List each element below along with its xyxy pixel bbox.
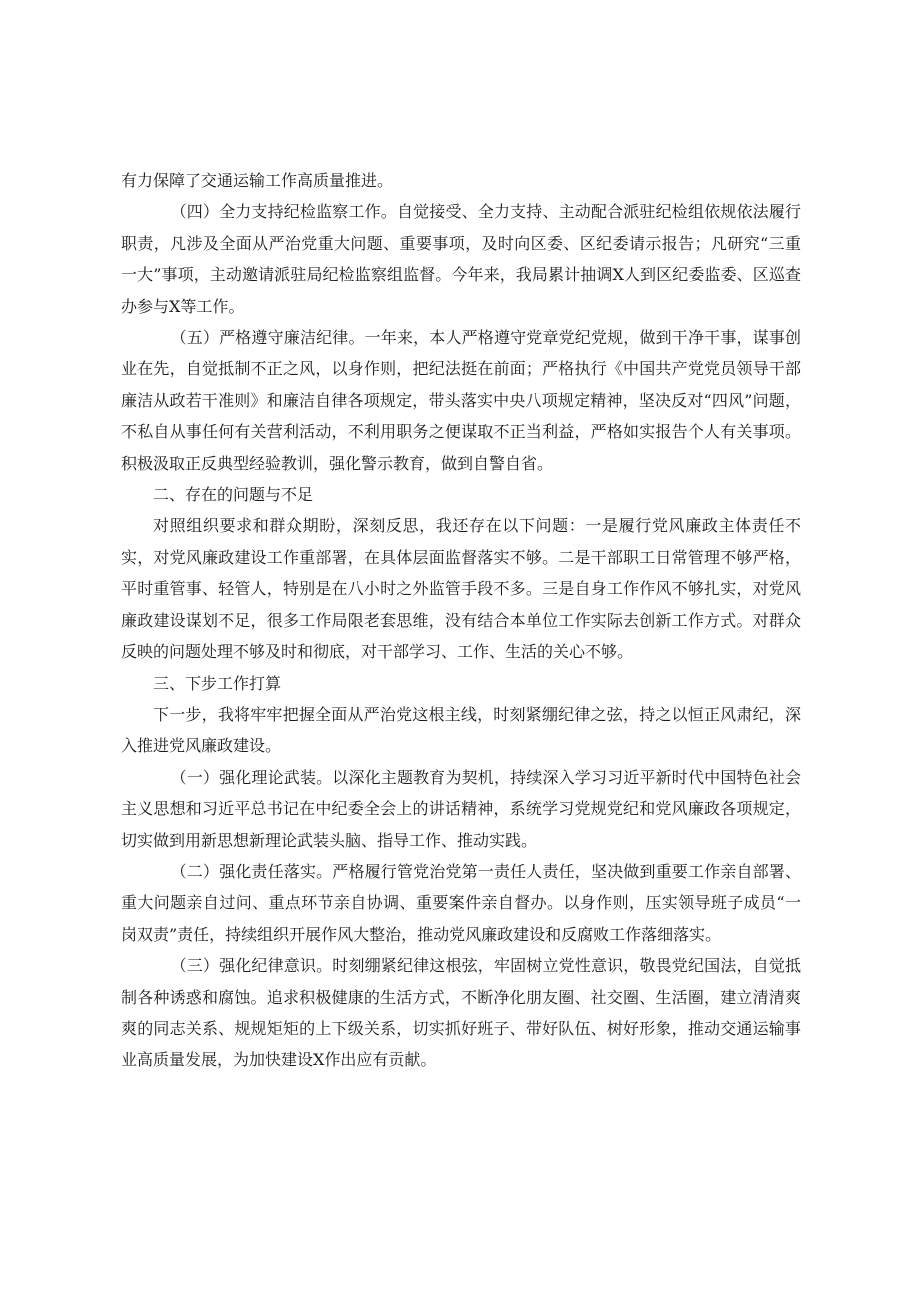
paragraph-discipline-awareness: （三）强化纪律意识。时刻绷紧纪律这根弦，牢固树立党性意识，敬畏党纪国法，自觉抵制各种诱惑和腐蚀。追求积极健康的生活方式，不断净化朋友圈、社交圈、生活圈，建立清清爽爽的同志关系、规规矩矩的上下级关系，切实抓好班子、带好队伍、树好形象，推动交通运输事业高质量发展，为加快建设X作出应有贡献。 — [121, 956, 801, 1070]
section-heading-next-steps: 三、下步工作打算 — [153, 673, 282, 693]
section-heading-problems: 二、存在的问题与不足 — [153, 485, 314, 505]
paragraph-discipline-support: （四）全力支持纪检监察工作。自觉接受、全力支持、主动配合派驻纪检组依规依法履行职责，凡涉及全面从严治党重大问题、重要事项，及时向区委、区纪委请示报告；凡研究“三重一大”事项，主动邀请派驻局纪检监察组监督。今年来，我局累计抽调X人到区纪委监委、区巡查办参与X等工作。 — [121, 202, 801, 316]
paragraph-responsibility: （二）强化责任落实。严格履行管党治党第一责任人责任，坚决做到重要工作亲自部署、重大问题亲自过问、重点环节亲自协调、重要案件亲自督办。以身作则，压实领导班子成员“一岗双责”责任，持续组织开展作风大整治，推动党风廉政建设和反腐败工作落细落实。 — [121, 861, 801, 944]
paragraph-integrity-discipline: （五）严格遵守廉洁纪律。一年来，本人严格遵守党章党纪党规，做到干净干事，谋事创业在先，自觉抵制不正之风，以身作则，把纪法挺在前面；严格执行《中国共产党党员领导干部廉洁从政若干准则》和廉洁自律各项规定，带头落实中央八项规定精神，坚决反对“四风”问题，不私自从事任何有关营利活动，不利用职务之便谋取不正当利益，严格如实报告个人有关事项。积极汲取正反典型经验教训，强化警示教育，做到自警自省。 — [121, 328, 801, 473]
paragraph-next-steps-intro: 下一步，我将牢牢把握全面从严治党这根主线，时刻紧绷纪律之弦，持之以恒正风肃纪，深入推进党风廉政建设。 — [121, 704, 801, 756]
paragraph-continuation: 有力保障了交通运输工作高质量推进。 — [121, 171, 394, 190]
paragraph-problems: 对照组织要求和群众期盼，深刻反思，我还存在以下问题：一是履行党风廉政主体责任不实，对党风廉政建设工作重部署，在具体层面监督落实不够。二是干部职工日常管理不够严格，平时重管事、轻管人，特别是在八小时之外监管手段不多。三是自身工作作风不够扎实，对党风廉政建设谋划不足，很多工作局限老套思维，没有结合本单位工作实际去创新工作方式。对群众反映的问题处理不够及时和彻底，对干部学习、工作、生活的关心不够。 — [121, 516, 801, 662]
paragraph-theory: （一）强化理论武装。以深化主题教育为契机，持续深入学习习近平新时代中国特色社会主义思想和习近平总书记在中纪委全会上的讲话精神，系统学习党规党纪和党风廉政各项规定，切实做到用新思想新理论武装头脑、指导工作、推动实践。 — [121, 767, 801, 850]
document-body — [121, 165, 801, 1076]
